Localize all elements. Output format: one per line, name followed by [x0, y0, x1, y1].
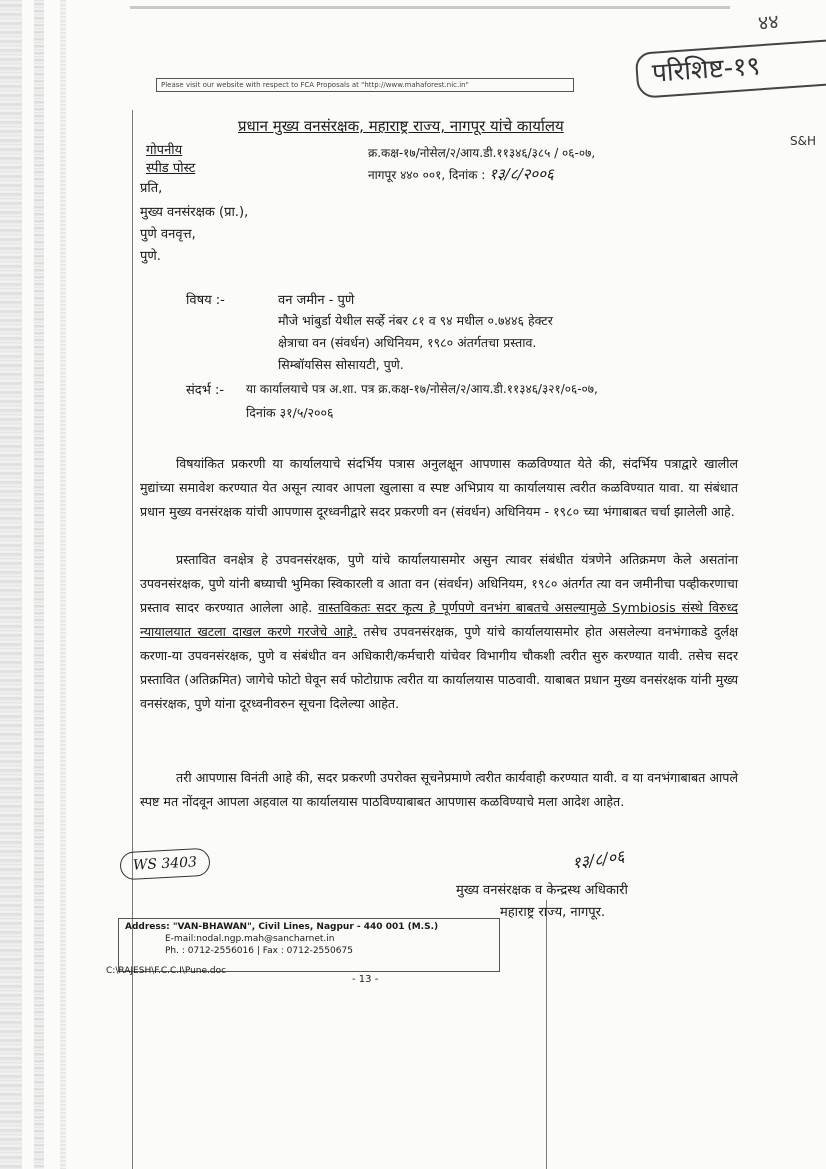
body-paragraph: तरी आपणास विनंती आहे की, सदर प्रकरणी उपरोक्त सूचनेप्रमाणे त्वरीत कार्यवाही करण्यात यावी. व या वनभंगाबाबत आपले स्पष्ट मत नोंदवून आपला अहवाल या कार्यालयास पाठविण्याबाबत आपणास कळविण्याचे मला आदेश आहेत. [140, 770, 738, 809]
addressee-line: मुख्य वनसंरक्षक (प्रा.), [140, 205, 249, 220]
scan-noise-strip [0, 0, 22, 1169]
address-line: Address: "VAN-BHAWAN", Civil Lines, Nagpur - 440 001 (M.S.) [125, 922, 439, 932]
body-paragraph [140, 548, 738, 716]
reference-line: या कार्यालयाचे पत्र अ.शा. पत्र क्र.कक्ष-१७/नोसेल/२/आय.डी.११३४६/३२१/०६-०७, [246, 382, 598, 396]
website-note-box: Please visit our website with respect to FCA Proposals at "http://www.mahaforest.nic.in" [156, 78, 574, 92]
addressee-line: पुणे वनवृत्त, [140, 227, 196, 242]
reference-label: संदर्भ :- [186, 383, 225, 398]
reference-number: क्र.कक्ष-१७/नोसेल/२/आय.डी.११३४६/३८५ / ०६-०७, [368, 146, 596, 160]
subject-line: वन जमीन - पुणे [278, 293, 355, 308]
office-address-box [118, 918, 500, 972]
office-title: प्रधान मुख्य वनसंरक्षक, महाराष्ट्र राज्य, नागपूर यांचे कार्यालय [238, 117, 564, 135]
subject-line: सिम्बॉयसिस सोसायटी, पुणे. [278, 357, 404, 372]
body-text: तसेच उपवनसंरक्षक, पुणे यांचे कार्यालयासमोर होत असलेल्या वनभंगाकडे दुर्लक्ष करणा-या उपवनसंरक्षक, पुणे व संबंधीत वन अधिकारी/कर्मचारी यांचेवर विभागीय चौकशी त्वरीत सुरु करण्यात यावी. तसेच सदर प्रस्तावित (अतिक्रमित) जागेचे फोटो घेवून सर्व फोटोग्राफ त्वरीत या कार्यालयास पाठवावी. याबाबत प्रधान मुख्य वनसंरक्षक यांनी मुख्य वनसंरक्षक, पुणे यांना दूरध्वनीवरुन सूचना दिलेल्या आहेत. [140, 624, 738, 711]
addressee-line: पुणे. [140, 249, 161, 264]
scan-top-bar [130, 6, 730, 9]
scan-noise-strip [60, 0, 66, 1169]
reference-date-prefix: नागपूर ४४० ००१, दिनांक : [368, 168, 486, 182]
page-number: - 13 - [352, 974, 379, 985]
body-text: प्रस्तावित वनक्षेत्र हे उपवनसंरक्षक, पुणे यांचे कार्यालयासमोर असुन त्यावर संबंधीत यंत्रणेने अतिक्रमण केले असतांना उपवनसंरक्षक, पुणे यांनी बघ्याची भुमिका स्विकारली व आता वन (संवर्धन) अधिनियम, १९८० अंतर्गत त्या वन जमीनीचा पव्हीकरणाचा प्रस्ताव सादर करण्यात आलेला आहे. [140, 552, 738, 615]
margin-sign: S&H [790, 134, 816, 148]
fold-line [546, 900, 547, 1169]
reference-line: दिनांक ३१/५/२००६ [246, 405, 334, 420]
confidential-label: गोपनीय [146, 143, 183, 158]
phone-line: Ph. : 0712-2556016 | Fax : 0712-2550675 [165, 946, 353, 956]
handwritten-date: १३/८/२००६ [489, 165, 554, 183]
reference-date [368, 164, 554, 184]
speed-post-label: स्पीड पोस्ट [146, 161, 196, 176]
addressee-to: प्रति, [140, 181, 163, 196]
body-paragraph: विषयांकित प्रकरणी या कार्यालयाचे संदर्भिय पत्रास अनुलक्षून आपणास कळविण्यात येते की, संदर्भिय पत्राद्वारे खालील मुद्यांच्या समावेश करण्यात येत असून त्यावर आपला खुलासा व स्पष्ट अभिप्राय या कार्यालयास त्वरीत कळविण्यात यावा. या संबंधात प्रधान मुख्य वनसंरक्षक यांची आपणास दूरध्वनीद्वारे सदर प्रकरणी वन (संवर्धन) अधिनियम - १९८० च्या भंगाबाबत चर्चा झालेली आहे. [140, 456, 738, 519]
ws-number-stamp: WS 3403 [119, 848, 210, 881]
underlined-text: वास्तविकतः सदर कृत्य हे पूर्णपणे वनभंग बाबतचे असल्यामुळे Symbiosis संस्थे विरुध्द न्यायालयात खटला दाखल करणे गरजेचे आहे. [140, 600, 738, 639]
signatory-place: महाराष्ट्र राज्य, नागपूर. [500, 905, 606, 920]
signatory-title: मुख्य वनसंरक्षक व केन्द्रस्थ अधिकारी [456, 883, 628, 898]
subject-label: विषय :- [186, 293, 225, 308]
email-line: E-mail:nodal.ngp.mah@sancharnet.in [165, 934, 335, 944]
corner-page-number: ४४ [756, 8, 781, 36]
scan-noise-strip [34, 0, 44, 1169]
subject-line: मौजे भांबुर्डा येथील सर्व्हे नंबर ८१ व ९४ मधील ०.७४४६ हेक्टर [278, 313, 553, 328]
file-path: C:\RAJESH\F.C.C.I\Pune.doc [106, 966, 227, 976]
signature: १३/८/०६ [571, 846, 626, 873]
subject-line: क्षेत्राचा वन (संवर्धन) अधिनियम, १९८० अंतर्गतचा प्रस्ताव. [278, 335, 537, 350]
annexure-stamp: परिशिष्ट-१९ [635, 39, 826, 99]
margin-line [132, 110, 133, 1169]
